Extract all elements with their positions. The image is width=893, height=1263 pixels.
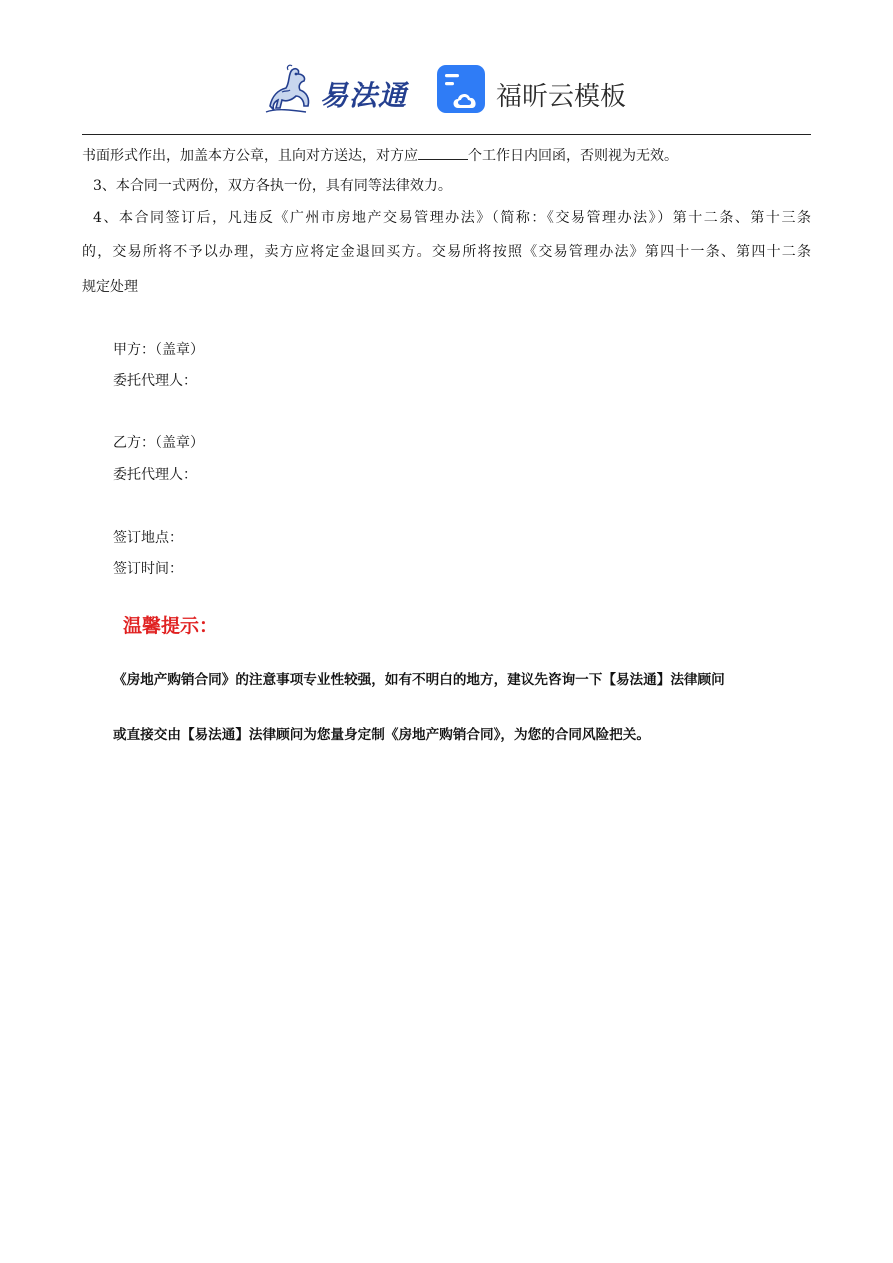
days-blank-field [418, 145, 468, 160]
clause-4-line-3: 规定处理 [82, 279, 138, 295]
yifatong-logo-text: 易法通 [320, 79, 408, 112]
clause-continuation-line [82, 145, 811, 166]
clause-3: 3、本合同一式两份，双方各执一份，具有同等法律效力。 [93, 178, 452, 194]
tip-title: 温馨提示： [123, 615, 219, 637]
header-divider [82, 134, 811, 135]
clause-line1-part1: 书面形式作出，加盖本方公章，且向对方送达，对方应 [82, 148, 418, 164]
party-b-seal: 乙方：（盖章） [113, 435, 204, 451]
clause-4-line-1: 4、本合同签订后，凡违反《广州市房地产交易管理办法》（简称：《交易管理办法》）第十二条、第十三条 [93, 210, 811, 226]
clause-4-line-2: 的，交易所将不予以办理，卖方应将定金退回买方。交易所将按照《交易管理办法》第四十一条、第四十二条 [82, 244, 811, 260]
party-b-agent: 委托代理人： [113, 467, 197, 483]
page-header [0, 58, 893, 120]
party-a-agent: 委托代理人： [113, 373, 197, 389]
tip-line-2: 或直接交由【易法通】法律顾问为您量身定制《房地产购销合同》，为您的合同风险把关。 [113, 727, 650, 743]
fuxin-cloud-doc-icon [436, 64, 488, 116]
fuxin-logo-text: 福昕云模板 [496, 82, 627, 112]
qilin-emblem-icon [262, 62, 322, 118]
fuxin-cloud-template-logo [436, 64, 636, 120]
signing-time: 签订时间： [113, 561, 183, 577]
tip-line-1: 《房地产购销合同》的注意事项专业性较强，如有不明白的地方，建议先咨询一下【易法通】法律顾问 [113, 672, 725, 688]
party-a-seal: 甲方：（盖章） [113, 342, 204, 358]
clause-line1-part2: 个工作日内回函，否则视为无效。 [468, 148, 678, 164]
signing-place: 签订地点： [113, 530, 183, 546]
yifatong-logo [262, 62, 414, 118]
